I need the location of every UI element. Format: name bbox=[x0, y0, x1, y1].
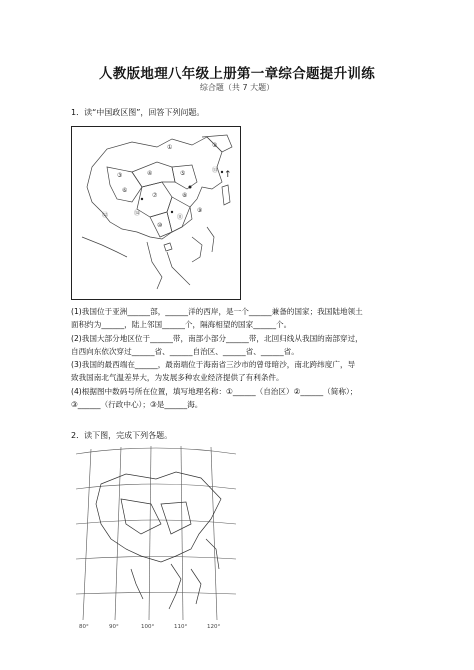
question-line: 面积约为______，陆上邻国______个，隔海相望的国家______个。 bbox=[71, 320, 292, 330]
china-political-map bbox=[71, 126, 241, 300]
question-2-heading: 2．读下图，完成下列各题。 bbox=[71, 431, 173, 440]
map-label: ③ bbox=[117, 172, 123, 179]
map-label: ⑭ bbox=[134, 210, 141, 217]
tick-label: 90° bbox=[109, 624, 119, 630]
svg-text:↑: ↑ bbox=[224, 170, 232, 180]
document-subtitle: 综合题（共 7 大题） bbox=[199, 83, 275, 92]
tick-label: 120° bbox=[207, 624, 221, 630]
map-label: ④ bbox=[147, 170, 153, 177]
map-label: ② bbox=[212, 142, 218, 149]
map-label: ⑦ bbox=[152, 192, 158, 199]
question-line: (3)我国的最西端在______，最南端位于海南省三沙市的曾母暗沙，南北跨纬度广，导 bbox=[71, 360, 356, 370]
map-label: ⑧ bbox=[182, 192, 188, 199]
document-title: 人教版地理八年级上册第一章综合题提升训练 bbox=[99, 66, 375, 82]
question-line: (2)我国大部分地区位于______带，南部小部分______带，北回归线从我国的南部穿过， bbox=[71, 333, 363, 343]
map-drawing bbox=[72, 127, 240, 299]
tick-label: 100° bbox=[141, 624, 155, 630]
map-drawing bbox=[71, 444, 241, 630]
question-line: (1)我国位于亚洲______部，______洋的西岸，是一个______兼备的国家；我国陆地领土 bbox=[71, 307, 363, 316]
map-label: ⑥ bbox=[122, 187, 128, 194]
tick-label: 80° bbox=[79, 624, 89, 630]
map-label: ⑨ bbox=[197, 207, 203, 214]
question-1-text bbox=[71, 305, 411, 411]
question-1-heading: 1．读“中国政区图”，回答下列问题。 bbox=[71, 108, 205, 117]
tick-label: 110° bbox=[174, 624, 188, 630]
map-label: ① bbox=[167, 144, 173, 151]
map-label: ⑩ bbox=[157, 222, 163, 229]
map-label: ⑤ bbox=[180, 170, 186, 177]
question-line: 自西向东依次穿过______省、______自治区、______省、______省。 bbox=[71, 346, 299, 356]
map-label: ⑬ bbox=[212, 167, 219, 174]
graticule-map bbox=[71, 444, 241, 630]
map-label: ⑫ bbox=[102, 212, 109, 219]
question-line: (4)根据图中数码号所在位置，填写地理名称：①______（自治区）②______（简称）； bbox=[71, 386, 358, 396]
question-line: 致我国南北气温差异大，为发展多种农业经济提供了有利条件。 bbox=[71, 373, 284, 383]
map-label: ⑪ bbox=[177, 214, 184, 221]
question-line: ③______（行政中心）；③是______海。 bbox=[71, 400, 203, 410]
